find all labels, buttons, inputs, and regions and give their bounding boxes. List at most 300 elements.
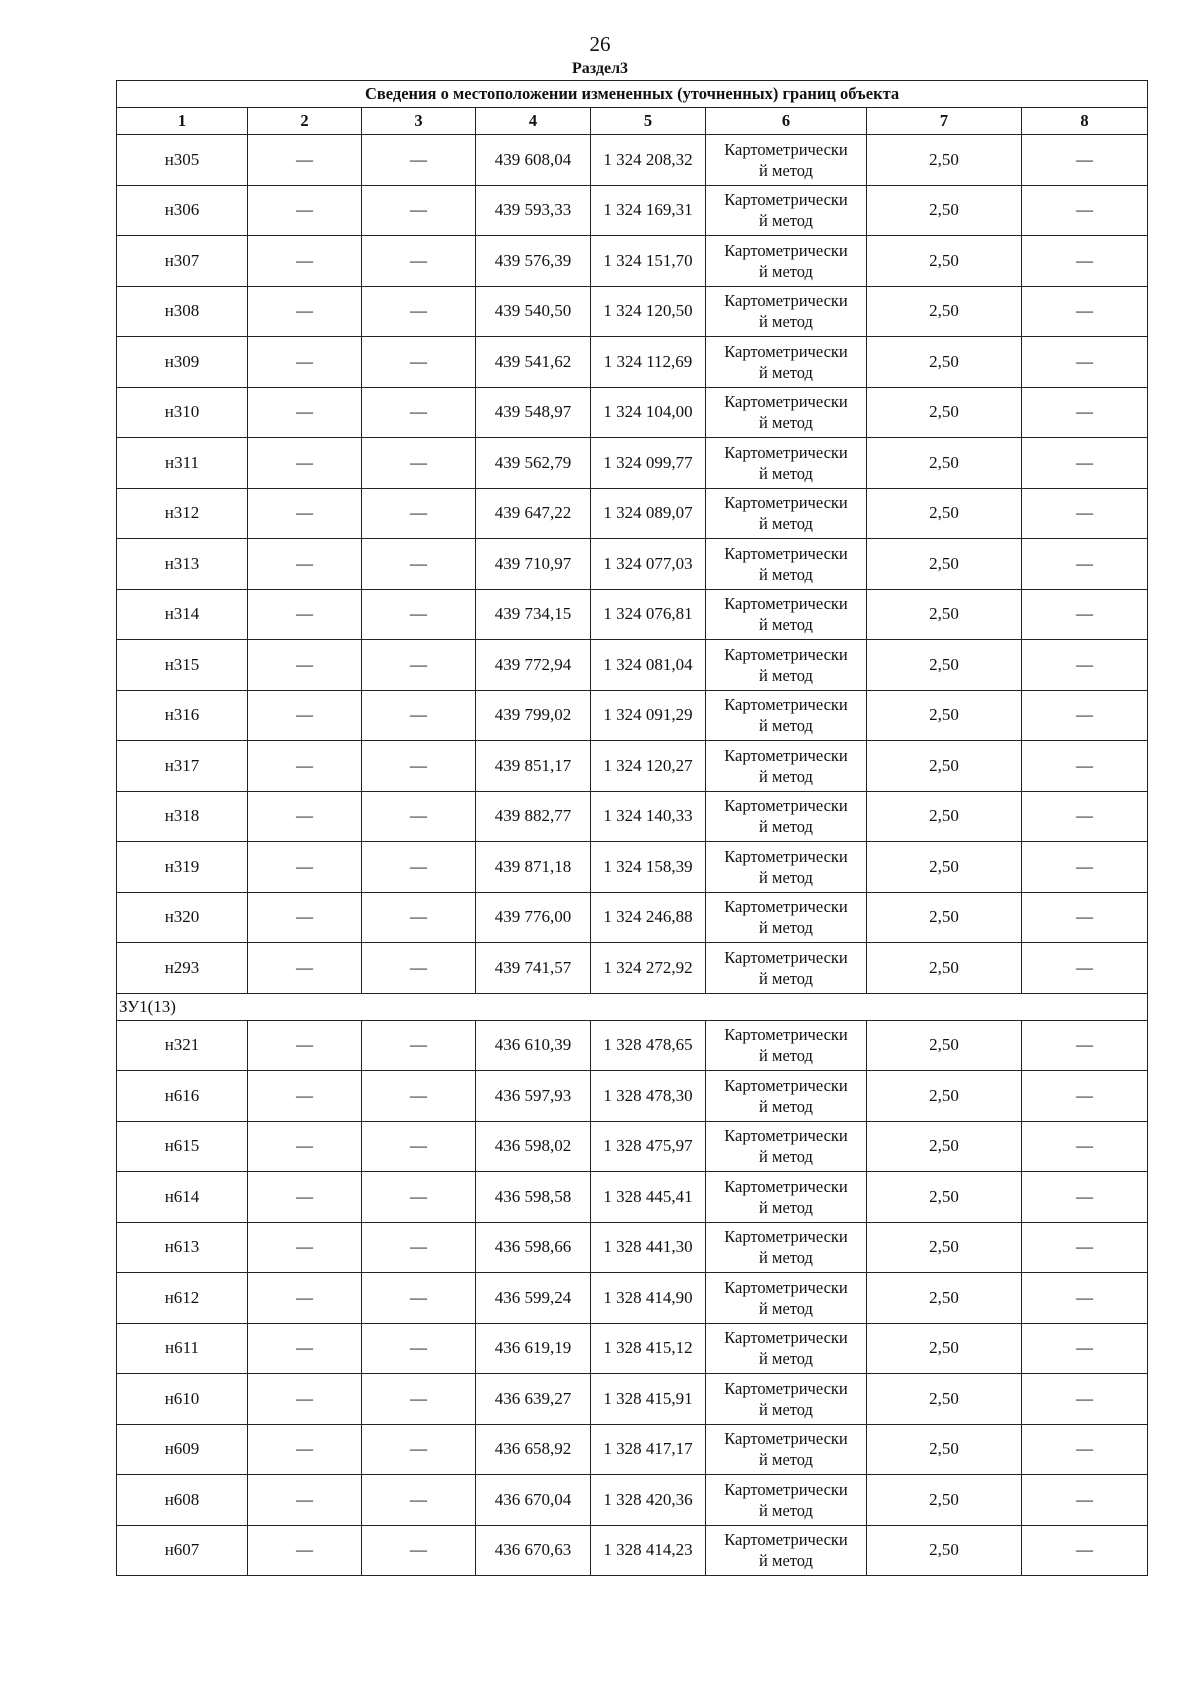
method-cell xyxy=(706,135,867,186)
dash-cell: — xyxy=(1022,1172,1148,1223)
point-number-cell: н317 xyxy=(117,741,248,792)
method-cell xyxy=(706,438,867,489)
method-cell xyxy=(706,286,867,337)
point-number-cell: н312 xyxy=(117,488,248,539)
table-row xyxy=(117,842,1148,893)
method-cell xyxy=(706,892,867,943)
method-line2: й метод xyxy=(759,160,813,180)
method-line2: й метод xyxy=(759,564,813,584)
dash-cell: — xyxy=(1022,1121,1148,1172)
table-row xyxy=(117,1374,1148,1425)
table-row xyxy=(117,1525,1148,1576)
dash-cell: — xyxy=(248,539,362,590)
dash-cell: — xyxy=(362,1071,476,1122)
point-number-cell: н607 xyxy=(117,1525,248,1576)
x-coordinate-cell: 439 734,15 xyxy=(476,589,591,640)
dash-cell: — xyxy=(362,1020,476,1071)
point-number-cell: н313 xyxy=(117,539,248,590)
precision-cell: 2,50 xyxy=(867,1071,1022,1122)
precision-cell: 2,50 xyxy=(867,1475,1022,1526)
dash-cell: — xyxy=(248,1020,362,1071)
dash-cell: — xyxy=(248,337,362,388)
table-row xyxy=(117,185,1148,236)
method-line2: й метод xyxy=(759,1147,813,1167)
method-line2: й метод xyxy=(759,968,813,988)
table-row xyxy=(117,1222,1148,1273)
dash-cell: — xyxy=(1022,1424,1148,1475)
x-coordinate-cell: 439 776,00 xyxy=(476,892,591,943)
y-coordinate-cell: 1 328 445,41 xyxy=(591,1172,706,1223)
table-row xyxy=(117,1071,1148,1122)
x-coordinate-cell: 439 772,94 xyxy=(476,640,591,691)
y-coordinate-cell: 1 328 415,12 xyxy=(591,1323,706,1374)
method-line1: Картометрически xyxy=(724,1378,848,1398)
x-coordinate-cell: 439 562,79 xyxy=(476,438,591,489)
method-line1: Картометрически xyxy=(724,1126,848,1146)
dash-cell: — xyxy=(362,892,476,943)
dash-cell: — xyxy=(248,135,362,186)
method-line2: й метод xyxy=(759,1197,813,1217)
table-row xyxy=(117,337,1148,388)
point-number-cell: н314 xyxy=(117,589,248,640)
dash-cell: — xyxy=(248,791,362,842)
x-coordinate-cell: 436 599,24 xyxy=(476,1273,591,1324)
method-line1: Картометрически xyxy=(724,594,848,614)
dash-cell: — xyxy=(362,185,476,236)
point-number-cell: н311 xyxy=(117,438,248,489)
precision-cell: 2,50 xyxy=(867,791,1022,842)
method-line2: й метод xyxy=(759,1551,813,1571)
dash-cell: — xyxy=(248,1273,362,1324)
section-title: Раздел3 xyxy=(571,60,629,77)
dash-cell: — xyxy=(1022,1020,1148,1071)
point-number-cell: н293 xyxy=(117,943,248,994)
method-cell xyxy=(706,539,867,590)
method-line2: й метод xyxy=(759,1399,813,1419)
method-line2: й метод xyxy=(759,867,813,887)
column-header: 2 xyxy=(248,108,362,135)
method-cell xyxy=(706,791,867,842)
precision-cell: 2,50 xyxy=(867,892,1022,943)
method-cell xyxy=(706,1323,867,1374)
table-row xyxy=(117,1273,1148,1324)
method-line1: Картометрически xyxy=(724,190,848,210)
point-number-cell: н614 xyxy=(117,1172,248,1223)
method-cell xyxy=(706,1222,867,1273)
dash-cell: — xyxy=(1022,1222,1148,1273)
table-row xyxy=(117,589,1148,640)
precision-cell: 2,50 xyxy=(867,1323,1022,1374)
table-row xyxy=(117,539,1148,590)
point-number-cell: н315 xyxy=(117,640,248,691)
x-coordinate-cell: 439 871,18 xyxy=(476,842,591,893)
column-header-row xyxy=(117,108,1148,135)
point-number-cell: н610 xyxy=(117,1374,248,1425)
precision-cell: 2,50 xyxy=(867,286,1022,337)
dash-cell: — xyxy=(362,1475,476,1526)
table-row xyxy=(117,690,1148,741)
dash-cell: — xyxy=(1022,539,1148,590)
table-row xyxy=(117,1323,1148,1374)
method-line1: Картометрически xyxy=(724,1530,848,1550)
x-coordinate-cell: 439 540,50 xyxy=(476,286,591,337)
method-line2: й метод xyxy=(759,1096,813,1116)
method-line1: Картометрически xyxy=(724,644,848,664)
y-coordinate-cell: 1 328 417,17 xyxy=(591,1424,706,1475)
method-cell xyxy=(706,1020,867,1071)
column-header: 3 xyxy=(362,108,476,135)
dash-cell: — xyxy=(362,791,476,842)
x-coordinate-cell: 439 851,17 xyxy=(476,741,591,792)
dash-cell: — xyxy=(248,1172,362,1223)
dash-cell: — xyxy=(1022,892,1148,943)
y-coordinate-cell: 1 324 104,00 xyxy=(591,387,706,438)
precision-cell: 2,50 xyxy=(867,690,1022,741)
method-line2: й метод xyxy=(759,1298,813,1318)
y-coordinate-cell: 1 328 420,36 xyxy=(591,1475,706,1526)
precision-cell: 2,50 xyxy=(867,185,1022,236)
table-row xyxy=(117,640,1148,691)
x-coordinate-cell: 439 882,77 xyxy=(476,791,591,842)
dash-cell: — xyxy=(248,1424,362,1475)
dash-cell: — xyxy=(248,943,362,994)
table-row xyxy=(117,488,1148,539)
method-cell xyxy=(706,1374,867,1425)
method-cell xyxy=(706,1525,867,1576)
dash-cell: — xyxy=(362,438,476,489)
point-number-cell: н611 xyxy=(117,1323,248,1374)
x-coordinate-cell: 439 593,33 xyxy=(476,185,591,236)
method-line2: й метод xyxy=(759,1046,813,1066)
method-line1: Картометрически xyxy=(724,291,848,311)
precision-cell: 2,50 xyxy=(867,640,1022,691)
point-number-cell: н321 xyxy=(117,1020,248,1071)
group-label-row xyxy=(117,993,1148,1020)
y-coordinate-cell: 1 328 415,91 xyxy=(591,1374,706,1425)
dash-cell: — xyxy=(362,1172,476,1223)
method-line2: й метод xyxy=(759,1450,813,1470)
dash-cell: — xyxy=(248,1222,362,1273)
point-number-cell: н612 xyxy=(117,1273,248,1324)
method-line1: Картометрически xyxy=(724,442,848,462)
dash-cell: — xyxy=(362,741,476,792)
dash-cell: — xyxy=(248,741,362,792)
y-coordinate-cell: 1 324 208,32 xyxy=(591,135,706,186)
dash-cell: — xyxy=(1022,943,1148,994)
dash-cell: — xyxy=(248,488,362,539)
method-line2: й метод xyxy=(759,261,813,281)
method-cell xyxy=(706,1121,867,1172)
method-line1: Картометрически xyxy=(724,1328,848,1348)
method-line2: й метод xyxy=(759,665,813,685)
method-cell xyxy=(706,741,867,792)
dash-cell: — xyxy=(1022,135,1148,186)
y-coordinate-cell: 1 324 099,77 xyxy=(591,438,706,489)
method-line1: Картометрически xyxy=(724,543,848,563)
point-number-cell: н609 xyxy=(117,1424,248,1475)
precision-cell: 2,50 xyxy=(867,539,1022,590)
precision-cell: 2,50 xyxy=(867,943,1022,994)
dash-cell: — xyxy=(362,1424,476,1475)
y-coordinate-cell: 1 328 475,97 xyxy=(591,1121,706,1172)
point-number-cell: н310 xyxy=(117,387,248,438)
column-header: 7 xyxy=(867,108,1022,135)
method-cell xyxy=(706,589,867,640)
dash-cell: — xyxy=(362,1273,476,1324)
x-coordinate-cell: 436 598,58 xyxy=(476,1172,591,1223)
precision-cell: 2,50 xyxy=(867,1222,1022,1273)
method-line2: й метод xyxy=(759,817,813,837)
dash-cell: — xyxy=(362,236,476,287)
dash-cell: — xyxy=(1022,640,1148,691)
precision-cell: 2,50 xyxy=(867,1172,1022,1223)
table-row xyxy=(117,236,1148,287)
dash-cell: — xyxy=(362,488,476,539)
point-number-cell: н616 xyxy=(117,1071,248,1122)
column-header: 4 xyxy=(476,108,591,135)
table-row xyxy=(117,892,1148,943)
point-number-cell: н320 xyxy=(117,892,248,943)
dash-cell: — xyxy=(362,1374,476,1425)
method-line1: Картометрически xyxy=(724,745,848,765)
point-number-cell: н309 xyxy=(117,337,248,388)
point-number-cell: н319 xyxy=(117,842,248,893)
method-cell xyxy=(706,690,867,741)
method-line2: й метод xyxy=(759,1349,813,1369)
method-cell xyxy=(706,337,867,388)
dash-cell: — xyxy=(248,1525,362,1576)
precision-cell: 2,50 xyxy=(867,1121,1022,1172)
x-coordinate-cell: 436 610,39 xyxy=(476,1020,591,1071)
dash-cell: — xyxy=(362,1323,476,1374)
dash-cell: — xyxy=(248,387,362,438)
method-line1: Картометрически xyxy=(724,1479,848,1499)
coordinates-table xyxy=(116,80,1148,1576)
table-row xyxy=(117,1020,1148,1071)
dash-cell: — xyxy=(1022,488,1148,539)
y-coordinate-cell: 1 324 112,69 xyxy=(591,337,706,388)
precision-cell: 2,50 xyxy=(867,236,1022,287)
precision-cell: 2,50 xyxy=(867,1020,1022,1071)
dash-cell: — xyxy=(1022,589,1148,640)
dash-cell: — xyxy=(1022,1525,1148,1576)
method-line2: й метод xyxy=(759,716,813,736)
y-coordinate-cell: 1 324 089,07 xyxy=(591,488,706,539)
dash-cell: — xyxy=(1022,1374,1148,1425)
y-coordinate-cell: 1 324 158,39 xyxy=(591,842,706,893)
dash-cell: — xyxy=(362,135,476,186)
precision-cell: 2,50 xyxy=(867,1374,1022,1425)
method-line1: Картометрически xyxy=(724,796,848,816)
dash-cell: — xyxy=(362,1121,476,1172)
precision-cell: 2,50 xyxy=(867,337,1022,388)
point-number-cell: н316 xyxy=(117,690,248,741)
x-coordinate-cell: 439 741,57 xyxy=(476,943,591,994)
method-line1: Картометрически xyxy=(724,392,848,412)
method-line2: й метод xyxy=(759,1248,813,1268)
y-coordinate-cell: 1 324 076,81 xyxy=(591,589,706,640)
dash-cell: — xyxy=(248,640,362,691)
table-row xyxy=(117,1475,1148,1526)
x-coordinate-cell: 436 670,04 xyxy=(476,1475,591,1526)
x-coordinate-cell: 436 658,92 xyxy=(476,1424,591,1475)
point-number-cell: н305 xyxy=(117,135,248,186)
dash-cell: — xyxy=(248,842,362,893)
y-coordinate-cell: 1 324 140,33 xyxy=(591,791,706,842)
dash-cell: — xyxy=(1022,1475,1148,1526)
method-cell xyxy=(706,842,867,893)
dash-cell: — xyxy=(248,438,362,489)
y-coordinate-cell: 1 328 441,30 xyxy=(591,1222,706,1273)
table-row xyxy=(117,1172,1148,1223)
dash-cell: — xyxy=(362,286,476,337)
precision-cell: 2,50 xyxy=(867,488,1022,539)
x-coordinate-cell: 439 710,97 xyxy=(476,539,591,590)
dash-cell: — xyxy=(248,1323,362,1374)
precision-cell: 2,50 xyxy=(867,135,1022,186)
method-cell xyxy=(706,387,867,438)
dash-cell: — xyxy=(1022,1071,1148,1122)
method-line2: й метод xyxy=(759,766,813,786)
method-line1: Картометрически xyxy=(724,1429,848,1449)
dash-cell: — xyxy=(362,640,476,691)
y-coordinate-cell: 1 324 151,70 xyxy=(591,236,706,287)
y-coordinate-cell: 1 328 414,23 xyxy=(591,1525,706,1576)
table-row xyxy=(117,438,1148,489)
table-row xyxy=(117,943,1148,994)
dash-cell: — xyxy=(362,387,476,438)
method-line1: Картометрически xyxy=(724,493,848,513)
method-line1: Картометрически xyxy=(724,1075,848,1095)
precision-cell: 2,50 xyxy=(867,1424,1022,1475)
point-number-cell: н307 xyxy=(117,236,248,287)
y-coordinate-cell: 1 324 077,03 xyxy=(591,539,706,590)
dash-cell: — xyxy=(1022,1323,1148,1374)
method-line2: й метод xyxy=(759,463,813,483)
column-header: 6 xyxy=(706,108,867,135)
x-coordinate-cell: 439 576,39 xyxy=(476,236,591,287)
dash-cell: — xyxy=(362,589,476,640)
table-row xyxy=(117,135,1148,186)
column-header: 5 xyxy=(591,108,706,135)
dash-cell: — xyxy=(362,1222,476,1273)
y-coordinate-cell: 1 324 272,92 xyxy=(591,943,706,994)
table-caption: Сведения о местоположении измененных (уточненных) границ объекта xyxy=(117,81,1148,108)
dash-cell: — xyxy=(1022,185,1148,236)
precision-cell: 2,50 xyxy=(867,1273,1022,1324)
precision-cell: 2,50 xyxy=(867,438,1022,489)
x-coordinate-cell: 439 608,04 xyxy=(476,135,591,186)
dash-cell: — xyxy=(248,1121,362,1172)
dash-cell: — xyxy=(362,337,476,388)
table-row xyxy=(117,791,1148,842)
x-coordinate-cell: 436 598,02 xyxy=(476,1121,591,1172)
method-cell xyxy=(706,1424,867,1475)
dash-cell: — xyxy=(248,286,362,337)
precision-cell: 2,50 xyxy=(867,741,1022,792)
x-coordinate-cell: 436 670,63 xyxy=(476,1525,591,1576)
group1-body xyxy=(117,135,1148,994)
dash-cell: — xyxy=(248,185,362,236)
method-line1: Картометрически xyxy=(724,846,848,866)
method-cell xyxy=(706,943,867,994)
x-coordinate-cell: 439 799,02 xyxy=(476,690,591,741)
method-line1: Картометрически xyxy=(724,139,848,159)
x-coordinate-cell: 439 647,22 xyxy=(476,488,591,539)
y-coordinate-cell: 1 328 478,30 xyxy=(591,1071,706,1122)
method-line2: й метод xyxy=(759,615,813,635)
dash-cell: — xyxy=(1022,690,1148,741)
method-line1: Картометрически xyxy=(724,240,848,260)
method-line1: Картометрически xyxy=(724,897,848,917)
method-line2: й метод xyxy=(759,362,813,382)
group-label: ЗУ1(13) xyxy=(117,993,1148,1020)
point-number-cell: н308 xyxy=(117,286,248,337)
method-line2: й метод xyxy=(759,211,813,231)
table-row xyxy=(117,286,1148,337)
dash-cell: — xyxy=(248,236,362,287)
x-coordinate-cell: 439 541,62 xyxy=(476,337,591,388)
method-line1: Картометрически xyxy=(724,1277,848,1297)
dash-cell: — xyxy=(362,539,476,590)
x-coordinate-cell: 436 619,19 xyxy=(476,1323,591,1374)
dash-cell: — xyxy=(1022,337,1148,388)
method-line1: Картометрически xyxy=(724,341,848,361)
group2-body xyxy=(117,1020,1148,1576)
dash-cell: — xyxy=(248,1374,362,1425)
method-cell xyxy=(706,1273,867,1324)
column-header: 1 xyxy=(117,108,248,135)
dash-cell: — xyxy=(1022,791,1148,842)
column-header: 8 xyxy=(1022,108,1148,135)
dash-cell: — xyxy=(1022,438,1148,489)
dash-cell: — xyxy=(362,842,476,893)
method-cell xyxy=(706,1071,867,1122)
dash-cell: — xyxy=(248,1475,362,1526)
x-coordinate-cell: 436 598,66 xyxy=(476,1222,591,1273)
y-coordinate-cell: 1 324 169,31 xyxy=(591,185,706,236)
page-number: 26 xyxy=(589,32,611,56)
method-line1: Картометрически xyxy=(724,695,848,715)
method-cell xyxy=(706,640,867,691)
method-line1: Картометрически xyxy=(724,1025,848,1045)
method-line1: Картометрически xyxy=(724,1227,848,1247)
point-number-cell: н613 xyxy=(117,1222,248,1273)
x-coordinate-cell: 439 548,97 xyxy=(476,387,591,438)
dash-cell: — xyxy=(1022,236,1148,287)
dash-cell: — xyxy=(362,1525,476,1576)
precision-cell: 2,50 xyxy=(867,387,1022,438)
y-coordinate-cell: 1 324 120,50 xyxy=(591,286,706,337)
dash-cell: — xyxy=(362,690,476,741)
method-line2: й метод xyxy=(759,312,813,332)
method-line2: й метод xyxy=(759,514,813,534)
method-cell xyxy=(706,1475,867,1526)
precision-cell: 2,50 xyxy=(867,1525,1022,1576)
precision-cell: 2,50 xyxy=(867,842,1022,893)
dash-cell: — xyxy=(1022,286,1148,337)
y-coordinate-cell: 1 328 478,65 xyxy=(591,1020,706,1071)
method-line2: й метод xyxy=(759,1500,813,1520)
dash-cell: — xyxy=(1022,1273,1148,1324)
x-coordinate-cell: 436 639,27 xyxy=(476,1374,591,1425)
method-cell xyxy=(706,185,867,236)
precision-cell: 2,50 xyxy=(867,589,1022,640)
table-row xyxy=(117,741,1148,792)
dash-cell: — xyxy=(1022,842,1148,893)
point-number-cell: н608 xyxy=(117,1475,248,1526)
y-coordinate-cell: 1 324 120,27 xyxy=(591,741,706,792)
